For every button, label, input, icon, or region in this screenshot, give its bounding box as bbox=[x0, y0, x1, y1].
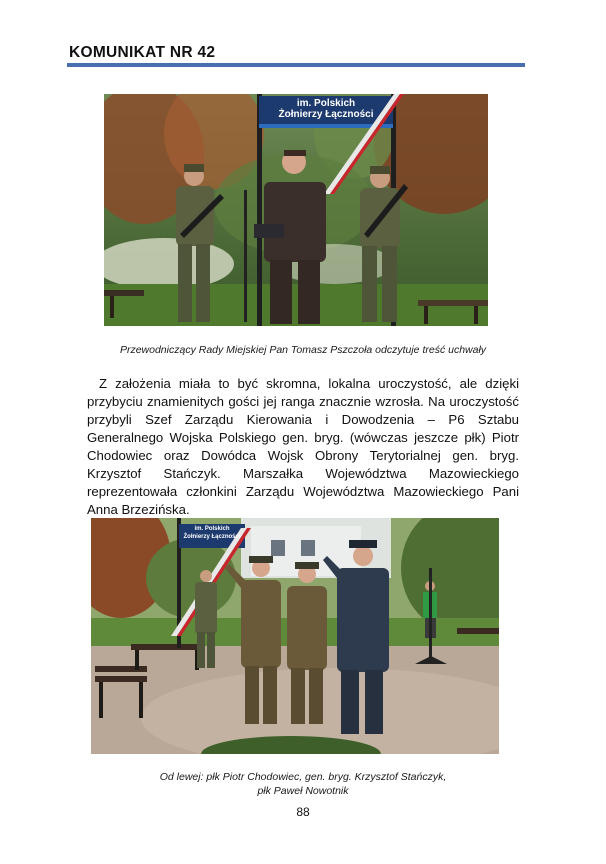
photo-officers-saluting bbox=[91, 518, 499, 754]
street-sign-line1: im. Polskich bbox=[194, 526, 230, 532]
page-header-title: KOMUNIKAT NR 42 bbox=[69, 44, 216, 61]
photo1-caption: Przewodniczący Rady Miejskiej Pan Tomasz Pszczoła odczytuje treść uchwały bbox=[119, 344, 487, 356]
street-sign-line2: Żołnierzy Łączności bbox=[278, 109, 374, 120]
street-sign-line1: im. Polskich bbox=[296, 98, 356, 109]
page-number: 88 bbox=[296, 805, 310, 819]
photo-speech-ceremony bbox=[104, 94, 488, 326]
street-sign bbox=[179, 525, 245, 541]
street-sign bbox=[259, 98, 393, 120]
photo2-caption-line1: Od lewej: płk Piotr Chodowiec, gen. bryg. Krzysztof Stańczyk, bbox=[159, 771, 447, 783]
photo2-caption bbox=[60, 770, 546, 798]
street-sign-line2: Żołnierzy Łączności bbox=[183, 534, 241, 540]
header-divider bbox=[67, 63, 525, 67]
article-body bbox=[87, 375, 519, 519]
body-paragraph: Z założenia miała to być skromna, lokalna uroczystość, ale dzięki przybyciu znamienitych gości jej ranga znacznie wzrosła. Na uroczystość przybyli Szef Zarządu Kierowania i Dowodzenia – P6 Sztabu Generalnego Wojska Polskiego gen. bryg. (wówczas jeszcze płk) Piotr Chodowiec oraz Dowódca Wojsk Obrony Terytorialnej gen. bryg. Krzysztof Stańczyk. Marszałka Województwa Mazowieckiego reprezentowała członkini Zarządu Województwa Mazowieckiego Pani Anna Brzezińska. bbox=[87, 376, 519, 517]
photo2-caption-line2: płk Paweł Nowotnik bbox=[257, 785, 349, 797]
